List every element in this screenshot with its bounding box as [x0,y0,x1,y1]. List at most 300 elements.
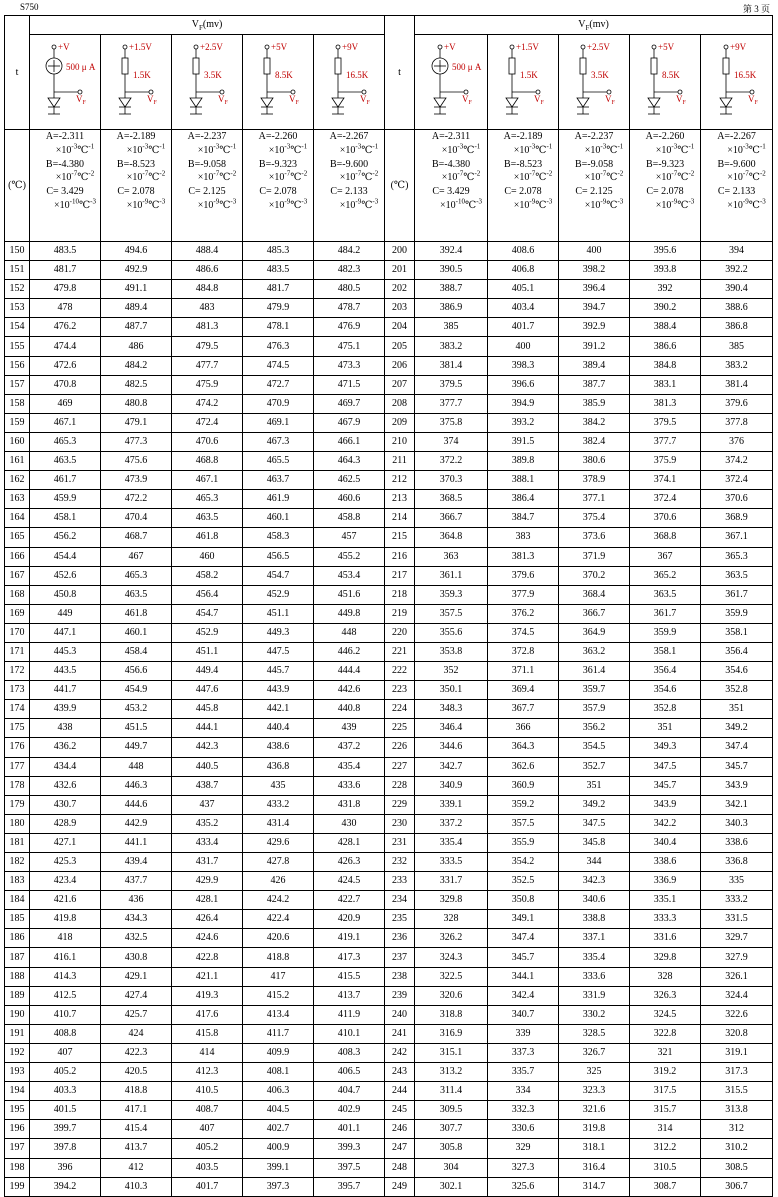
header-row [5,16,773,35]
param-cell-left-4 [243,130,314,242]
temperature-cell: 229 [385,795,415,814]
vf-value-cell: 447.1 [30,623,101,642]
vf-value-cell: 399.1 [243,1158,314,1177]
coef-a: A=-2.267 [717,131,756,142]
table-row [5,1043,773,1062]
vf-value-cell: 415.4 [101,1120,172,1139]
vf-value-cell: 363.5 [630,585,701,604]
table-row [5,375,773,394]
vf-value-cell: 444.4 [314,662,385,681]
vf-value-cell: 451.6 [314,585,385,604]
vf-value-cell: 401.7 [172,1177,243,1196]
vf-value-cell: 399.7 [30,1120,101,1139]
vf-value-cell: 317.3 [701,1063,773,1082]
vf-value-cell: 359.9 [630,623,701,642]
vf-value-cell: 450.8 [30,585,101,604]
vf-value-cell: 431.7 [172,853,243,872]
vf-value-cell: 477.7 [172,356,243,375]
vf-value-cell: 413.7 [314,986,385,1005]
coef-a: A=-2.237 [187,131,227,142]
vf-value-cell: 420.9 [314,910,385,929]
vf-value-cell: 479.9 [243,299,314,318]
circuit-diagram [103,40,169,124]
supply-terminal [336,45,340,49]
vf-value-cell: 451.1 [172,642,243,661]
vf-value-cell: 322.5 [415,967,488,986]
vf-value-cell: 396 [30,1158,101,1177]
vf-value-cell: 334 [488,1082,559,1101]
vf-value-cell: 397.5 [314,1158,385,1177]
resistor-icon [122,58,128,74]
vf-value-cell: 437.7 [101,872,172,891]
vf-value-cell: 329.7 [701,929,773,948]
vf-value-cell: 331.6 [630,929,701,948]
temperature-cell: 181 [5,833,30,852]
source-label: 500 μ A [452,62,482,72]
vf-value-cell: 329.8 [630,948,701,967]
vf-value-cell: 474.4 [30,337,101,356]
vf-value-cell: 401.7 [488,318,559,337]
table-row [5,261,773,280]
vf-value-cell: 474.5 [243,356,314,375]
vf-value-cell: 429.9 [172,872,243,891]
supply-label: +9V [342,42,359,52]
vf-value-cell: 335.4 [415,833,488,852]
vf-value-cell: 476.3 [243,337,314,356]
vf-value-cell: 377.7 [630,432,701,451]
vf-value-cell: 408.3 [314,1043,385,1062]
vf-value-cell: 438.7 [172,776,243,795]
vf-value-cell: 383.2 [701,356,773,375]
vf-value-cell: 458.4 [101,642,172,661]
vf-value-cell: 338.8 [559,910,630,929]
vf-value-cell: 326.1 [701,967,773,986]
temperature-cell: 242 [385,1043,415,1062]
diode-icon [434,98,446,107]
vf-value-cell: 368.4 [559,585,630,604]
vf-value-cell: 469.7 [314,394,385,413]
coef-a-unit: $\times 10^{-3}℃^{-1}$ [126,142,166,156]
vf-value-cell: 302.1 [415,1177,488,1196]
table-row [5,719,773,738]
vf-value-cell: 366 [488,719,559,738]
vf-value-cell: 361.4 [559,662,630,681]
vf-value-cell: 377.1 [559,490,630,509]
source-label: 500 μ A [66,62,96,72]
vf-value-cell: 449 [30,604,101,623]
vf-value-cell: 452.6 [30,566,101,585]
vf-value-cell: 369.4 [488,681,559,700]
temperature-cell: 218 [385,585,415,604]
vf-value-cell: 428.1 [172,891,243,910]
temperature-cell: 186 [5,929,30,948]
vf-value-cell: 410.1 [314,1024,385,1043]
vf-value-cell: 452.9 [172,623,243,642]
vf-value-cell: 489.4 [101,299,172,318]
vf-value-cell: 312 [701,1120,773,1139]
vf-value-cell: 478.7 [314,299,385,318]
vf-value-cell: 345.8 [559,833,630,852]
vf-value-cell: 340.4 [630,833,701,852]
vf-value-cell: 329.8 [415,891,488,910]
vf-value-cell: 465.5 [243,452,314,471]
vf-value-cell: 467.3 [243,432,314,451]
vf-value-cell: 384.2 [559,413,630,432]
coef-c: C= 3.429 [432,186,470,198]
vf-value-cell: 336.8 [701,853,773,872]
vf-value-cell: 431.8 [314,795,385,814]
temperature-cell: 187 [5,948,30,967]
table-row [5,394,773,413]
table-row [5,757,773,776]
vf-value-cell: 315.7 [630,1101,701,1120]
vf-value-cell: 376.2 [488,604,559,623]
vf-value-cell: 407 [30,1043,101,1062]
vf-value-cell: 403.4 [488,299,559,318]
coef-b-unit: $\times 10^{-7}℃^{-2}$ [727,170,766,184]
temperature-cell: 226 [385,738,415,757]
temperature-cell: 166 [5,547,30,566]
vf-value-cell: 458.8 [314,509,385,528]
vf-value-cell: 475.9 [172,375,243,394]
table-row [5,1177,773,1196]
vf-value-cell: 406.5 [314,1063,385,1082]
vf-value-cell: 388.1 [488,471,559,490]
vf-value-cell: 350.1 [415,681,488,700]
temperature-cell: 197 [5,1139,30,1158]
vf-value-cell: 436.8 [243,757,314,776]
vf-value-cell: 324.5 [630,1005,701,1024]
vf-value-cell: 345.7 [701,757,773,776]
vf-value-cell: 374.2 [701,452,773,471]
supply-label: +1.5V [516,42,539,52]
vf-value-cell: 372.4 [701,471,773,490]
vf-value-cell: 325.6 [488,1177,559,1196]
temperature-cell: 201 [385,261,415,280]
vf-value-cell: 379.6 [488,566,559,585]
table-row [5,642,773,661]
vf-value-cell: 400.9 [243,1139,314,1158]
temperature-cell: 169 [5,604,30,623]
vf-value-cell: 312.2 [630,1139,701,1158]
vf-value-cell: 407 [172,1120,243,1139]
coef-b: B=-9.600 [329,158,369,170]
vf-value-cell: 439.9 [30,700,101,719]
vf-value-cell: 333.3 [630,910,701,929]
vf-value-cell: 374.1 [630,471,701,490]
vf-value-cell: 352.7 [559,757,630,776]
vf-value-cell: 331.5 [701,910,773,929]
vf-value-cell: 418 [30,929,101,948]
table-row [5,853,773,872]
temperature-cell: 232 [385,853,415,872]
coef-b-unit: $\times 10^{-7}℃^{-2}$ [584,170,624,184]
vf-value-cell: 440.8 [314,700,385,719]
temperature-cell: 211 [385,452,415,471]
coef-c: C= 2.125 [575,186,613,198]
coef-a: A=-2.260 [645,131,685,142]
t-unit-left: (℃) [5,130,30,242]
resistor-icon [335,58,341,74]
circuit-diagram [32,40,98,124]
vf-value-cell: 473.9 [101,471,172,490]
circuit-diagram [704,40,770,124]
vf-value-cell: 331.7 [415,872,488,891]
vf-value-cell: 471.5 [314,375,385,394]
table-row [5,432,773,451]
vf-output-label: $V_F$ [605,94,615,106]
vf-value-cell: 422.8 [172,948,243,967]
coef-a: A=-2.237 [574,131,614,142]
vf-value-cell: 398.3 [488,356,559,375]
vf-symbol: V [191,18,199,30]
vf-value-cell: 456.4 [172,585,243,604]
diode-icon [506,98,518,107]
vf-value-cell: 472.4 [172,413,243,432]
table-row [5,986,773,1005]
coef-b: B=-4.380 [431,158,471,170]
table-row [5,452,773,471]
vf-value-cell: 347.4 [701,738,773,757]
temperature-cell: 237 [385,948,415,967]
coef-c: C= 2.078 [504,186,542,198]
vf-value-cell: 388.6 [701,299,773,318]
vf-value-cell: 379.5 [415,375,488,394]
vf-value-cell: 451.1 [243,604,314,623]
vf-value-cell: 320.6 [415,986,488,1005]
temperature-cell: 235 [385,910,415,929]
vf-value-cell: 458.3 [243,528,314,547]
vf-value-cell: 426 [243,872,314,891]
vf-value-cell: 394.2 [30,1177,101,1196]
temperature-cell: 202 [385,280,415,299]
vf-value-cell: 463.7 [243,471,314,490]
vf-value-cell: 375.8 [415,413,488,432]
vf-value-cell: 373.6 [559,528,630,547]
vf-value-cell: 344.1 [488,967,559,986]
temperature-cell: 225 [385,719,415,738]
temperature-cell: 212 [385,471,415,490]
vf-value-cell: 315.1 [415,1043,488,1062]
coef-a-unit: $\times 10^{-3}℃^{-1}$ [513,142,553,156]
circuit-cell-left-4 [243,35,314,130]
coef-b-unit: $\times 10^{-7}℃^{-2}$ [126,170,166,184]
vf-value-cell: 424.6 [172,929,243,948]
vf-value-cell: 349.2 [559,795,630,814]
vf-value-cell: 461.8 [172,528,243,547]
vf-value-cell: 396.4 [559,280,630,299]
vf-value-cell: 428.9 [30,814,101,833]
temperature-cell: 176 [5,738,30,757]
vf-value-cell: 386.8 [701,318,773,337]
vf-value-cell: 390.2 [630,299,701,318]
temperature-cell: 198 [5,1158,30,1177]
vf-output-label: $V_F$ [218,94,228,106]
coef-a: A=-2.189 [503,131,543,142]
temperature-cell: 191 [5,1024,30,1043]
vf-value-cell: 460 [172,547,243,566]
supply-label: +9V [729,42,746,52]
circuit-cell-right-2 [488,35,559,130]
vf-value-cell: 408.1 [243,1063,314,1082]
table-row [5,509,773,528]
vf-value-cell: 444.1 [172,719,243,738]
vf-value-cell: 479.8 [30,280,101,299]
vf-value-cell: 439.4 [101,853,172,872]
vf-value-cell: 314 [630,1120,701,1139]
resistor-label: 3.5K [591,70,609,80]
temperature-cell: 228 [385,776,415,795]
vf-value-cell: 372.4 [630,490,701,509]
coef-a-unit: $\times 10^{-3}℃^{-1}$ [584,142,624,156]
vf-value-cell: 443.9 [243,681,314,700]
temperature-cell: 239 [385,986,415,1005]
temperature-cell: 233 [385,872,415,891]
temperature-cell: 246 [385,1120,415,1139]
temperature-cell: 215 [385,528,415,547]
vf-value-cell: 314.7 [559,1177,630,1196]
vf-value-cell: 432.5 [101,929,172,948]
temperature-cell: 189 [5,986,30,1005]
coef-c: C= 2.078 [117,186,155,198]
vf-value-cell: 379.6 [701,394,773,413]
vf-output-label: $V_F$ [360,94,370,106]
temperature-cell: 219 [385,604,415,623]
temperature-cell: 213 [385,490,415,509]
vf-value-cell: 408.7 [172,1101,243,1120]
temperature-cell: 157 [5,375,30,394]
vf-value-cell: 443.5 [30,662,101,681]
supply-label: +1.5V [129,42,152,52]
vf-value-cell: 419.1 [314,929,385,948]
t-header-left: t [5,16,30,130]
vf-value-cell: 476.9 [314,318,385,337]
diode-icon [577,98,589,107]
vf-value-cell: 397.8 [30,1139,101,1158]
temperature-cell: 196 [5,1120,30,1139]
vf-value-cell: 367.1 [701,528,773,547]
vf-value-cell: 366.7 [415,509,488,528]
vf-value-cell: 465.3 [30,432,101,451]
vf-value-cell: 449.7 [101,738,172,757]
vf-value-cell: 442.3 [172,738,243,757]
vf-value-cell: 461.8 [101,604,172,623]
vf-value-cell: 357.5 [415,604,488,623]
vf-value-cell: 400 [488,337,559,356]
vf-value-cell: 472.2 [101,490,172,509]
vf-value-cell: 322.8 [630,1024,701,1043]
vf-value-cell: 354.2 [488,853,559,872]
vf-value-cell: 492.9 [101,261,172,280]
vf-value-cell: 453.4 [314,566,385,585]
vf-value-cell: 366.7 [559,604,630,623]
coef-a: A=-2.311 [431,131,471,142]
vf-value-cell: 454.4 [30,547,101,566]
vf-value-cell: 389.4 [559,356,630,375]
coef-b-unit: $\times 10^{-7}℃^{-2}$ [655,170,695,184]
vf-value-cell: 361.7 [630,604,701,623]
vf-output-label: $V_F$ [676,94,686,106]
vf-value-cell: 389.8 [488,452,559,471]
vf-value-cell: 367 [630,547,701,566]
vf-value-cell: 448 [314,623,385,642]
temperature-cell: 222 [385,662,415,681]
vf-value-cell: 411.9 [314,1005,385,1024]
vf-value-cell: 402.9 [314,1101,385,1120]
temperature-cell: 168 [5,585,30,604]
vf-value-cell: 428.1 [314,833,385,852]
vf-header-right [415,16,773,35]
vf-value-cell: 460.1 [243,509,314,528]
vf-value-cell: 435.2 [172,814,243,833]
vf-value-cell: 322.6 [701,1005,773,1024]
temperature-cell: 195 [5,1101,30,1120]
temperature-cell: 205 [385,337,415,356]
vf-value-cell: 412.3 [172,1063,243,1082]
vf-value-cell: 372.2 [415,452,488,471]
table-row [5,738,773,757]
vf-value-cell: 386.9 [415,299,488,318]
vf-value-cell: 460.1 [101,623,172,642]
vf-value-cell: 414.3 [30,967,101,986]
resistor-label: 16.5K [733,70,756,80]
temperature-cell: 214 [385,509,415,528]
temperature-cell: 216 [385,547,415,566]
vf-value-cell: 473.3 [314,356,385,375]
vf-value-cell: 384.7 [488,509,559,528]
vf-value-cell: 388.4 [630,318,701,337]
coef-c: C= 2.133 [717,186,756,198]
coef-b-unit: $\times 10^{-7}℃^{-2}$ [55,170,95,184]
vf-value-cell: 424 [101,1024,172,1043]
vf-value-cell: 494.6 [101,242,172,261]
vf-value-cell: 437.2 [314,738,385,757]
vf-value-cell: 360.9 [488,776,559,795]
vf-value-cell: 476.2 [30,318,101,337]
temperature-cell: 174 [5,700,30,719]
temperature-cell: 161 [5,452,30,471]
vf-value-cell: 332.3 [488,1101,559,1120]
vf-value-cell: 324.4 [701,986,773,1005]
coef-c: C= 3.429 [46,186,84,198]
vf-value-cell: 436.2 [30,738,101,757]
vf-value-cell: 393.8 [630,261,701,280]
vf-value-cell: 398.2 [559,261,630,280]
resistor-label: 1.5K [133,70,151,80]
vf-value-cell: 452.9 [243,585,314,604]
coef-b-unit: $\times 10^{-7}℃^{-2}$ [441,170,481,184]
vf-value-cell: 463.5 [30,452,101,471]
circuit-cell-left-3 [172,35,243,130]
vf-value-cell: 467 [101,547,172,566]
temperature-cell: 247 [385,1139,415,1158]
vf-value-cell: 461.9 [243,490,314,509]
resistor-icon [193,58,199,74]
temperature-cell: 163 [5,490,30,509]
temperature-cell: 207 [385,375,415,394]
vf-value-cell: 425.7 [101,1005,172,1024]
temperature-cell: 155 [5,337,30,356]
vf-value-cell: 392.4 [415,242,488,261]
vf-value-cell: 338.6 [630,853,701,872]
vf-value-cell: 484.2 [101,356,172,375]
temperature-cell: 245 [385,1101,415,1120]
vf-value-cell: 436 [101,891,172,910]
param-cell-left-3 [172,130,243,242]
coef-b: B=-4.380 [45,158,85,170]
table-row [5,1082,773,1101]
resistor-icon [509,58,515,74]
